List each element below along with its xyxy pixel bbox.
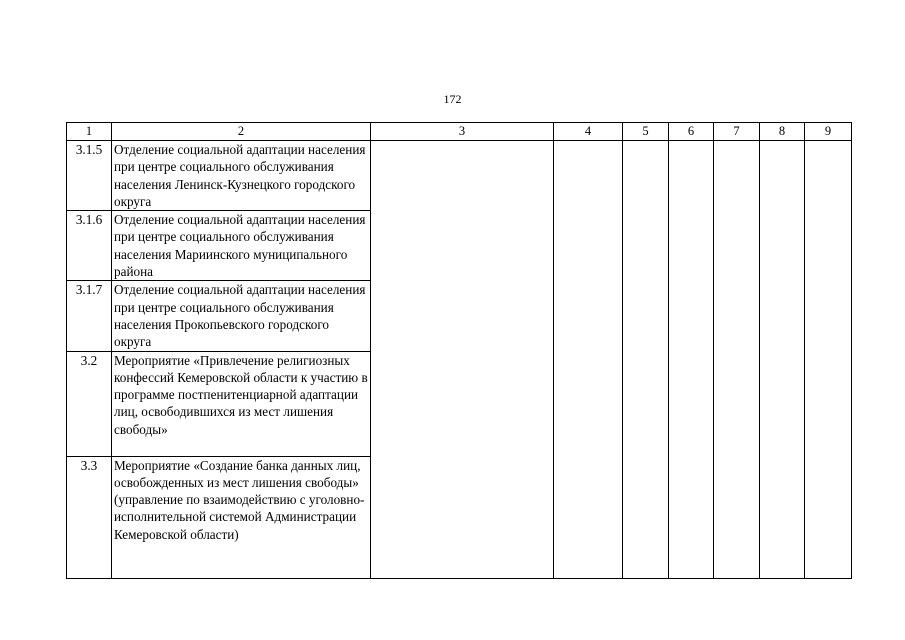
empty-cell-col9 xyxy=(805,141,852,579)
page-number: 172 xyxy=(443,92,462,106)
column-header: 6 xyxy=(669,123,714,141)
column-header: 3 xyxy=(371,123,554,141)
program-table xyxy=(66,122,852,579)
column-header: 4 xyxy=(554,123,623,141)
row-number: 3.1.7 xyxy=(67,281,112,351)
column-header: 8 xyxy=(760,123,805,141)
row-description: Отделение социальной адаптации населения при центре социального обслуживания населения Ленинск-Кузнецкого городского округа xyxy=(112,141,371,211)
row-description: Отделение социальной адаптации населения при центре социального обслуживания населения Мариинского муниципального района xyxy=(112,211,371,281)
empty-cell-col5 xyxy=(623,141,669,579)
row-number: 3.1.6 xyxy=(67,211,112,281)
row-description: Мероприятие «Создание банка данных лиц, освобожденных из мест лишения свободы» (управление по взаимодействию с уголовно-исполнительной системой Администрации Кемеровской области) xyxy=(112,456,371,578)
row-number: 3.3 xyxy=(67,456,112,578)
empty-cell-col8 xyxy=(760,141,805,579)
row-description: Мероприятие «Привлечение религиозных конфессий Кемеровской области к участию в программе постпенитенциарной адаптации лиц, освободившихся из мест лишения свободы» xyxy=(112,351,371,456)
row-number: 3.2 xyxy=(67,351,112,456)
row-description: Отделение социальной адаптации населения при центре социального обслуживания населения Прокопьевского городского округа xyxy=(112,281,371,351)
empty-cell-col6 xyxy=(669,141,714,579)
column-header: 7 xyxy=(714,123,760,141)
column-header: 9 xyxy=(805,123,852,141)
table-row xyxy=(67,141,852,211)
empty-cell-col4 xyxy=(554,141,623,579)
row-number: 3.1.5 xyxy=(67,141,112,211)
table-header-row xyxy=(67,123,852,141)
column-header: 2 xyxy=(112,123,371,141)
column-header: 5 xyxy=(623,123,669,141)
empty-cell-col3 xyxy=(371,141,554,579)
column-header: 1 xyxy=(67,123,112,141)
empty-cell-col7 xyxy=(714,141,760,579)
